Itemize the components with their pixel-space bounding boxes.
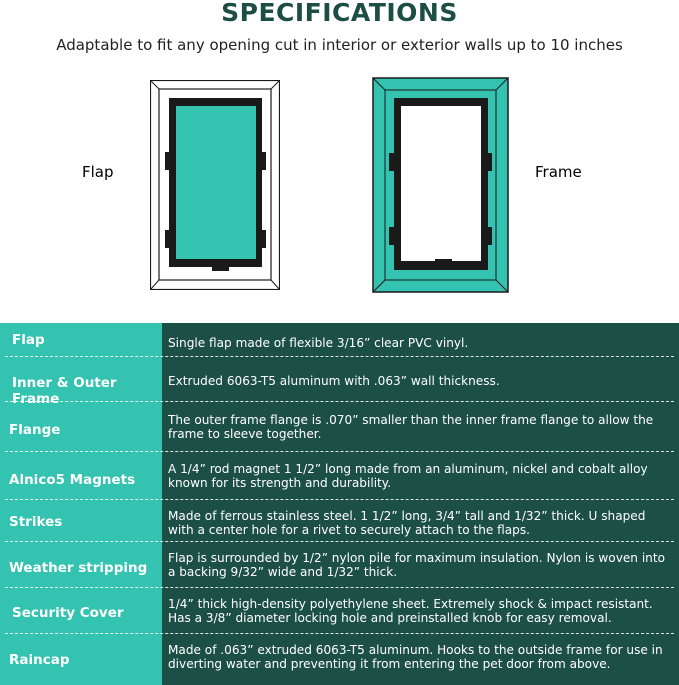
page-subtitle: Adaptable to fit any opening cut in interior or exterior walls up to 10 inches	[56, 36, 623, 54]
row-divider	[5, 541, 674, 542]
spec-label: Strikes	[9, 514, 63, 530]
spec-description: The outer frame flange is .070” smaller than the inner frame flange to allow the frame to sleeve together.	[168, 413, 654, 441]
spec-label: Security Cover	[12, 605, 124, 621]
page-title: SPECIFICATIONS	[221, 0, 458, 27]
spec-label: Flange	[9, 422, 61, 438]
spec-label: Weather stripping	[9, 560, 148, 576]
row-divider	[5, 587, 674, 588]
spec-description: Extruded 6063-T5 aluminum with .063” wall thickness.	[168, 374, 500, 388]
spec-description: Made of .063” extruded 6063-T5 aluminum. Hooks to the outside frame for use in diverting water and preventing it from entering the pet door from above.	[168, 643, 663, 671]
spec-description: Flap is surrounded by 1/2” nylon pile for maximum insulation. Nylon is woven into a backing 9/32” wide and 1/32” thick.	[168, 551, 665, 579]
flap-label: Flap	[82, 163, 114, 181]
spec-description: Made of ferrous stainless steel. 1 1/2” long, 3/4” tall and 1/32” thick. U shaped with a center hole for a rivet to securely attach to the flaps.	[168, 509, 646, 537]
row-divider	[5, 356, 674, 357]
frame-opening	[401, 106, 481, 261]
spec-label: Inner & Outer Frame	[12, 375, 117, 407]
row-divider	[5, 633, 674, 634]
spec-label: Alnico5 Magnets	[9, 472, 136, 488]
row-divider	[5, 499, 674, 500]
frame-label: Frame	[535, 163, 582, 181]
spec-label: Raincap	[9, 652, 70, 668]
spec-label: Flap	[12, 332, 45, 348]
flap-clear-vinyl	[176, 106, 256, 259]
spec-description: 1/4” thick high-density polyethylene sheet. Extremely shock & impact resistant. Has a 3/8” diameter locking hole and preinstalled knob for easy removal.	[168, 597, 653, 625]
spec-description: A 1/4” rod magnet 1 1/2” long made from an aluminum, nickel and cobalt alloy known for its strength and durability.	[168, 462, 648, 490]
frame-diagram	[372, 77, 509, 293]
row-divider	[5, 451, 674, 452]
spec-table	[0, 323, 679, 685]
spec-description: Single flap made of flexible 3/16” clear PVC vinyl.	[168, 336, 469, 350]
flap-diagram	[150, 80, 280, 290]
